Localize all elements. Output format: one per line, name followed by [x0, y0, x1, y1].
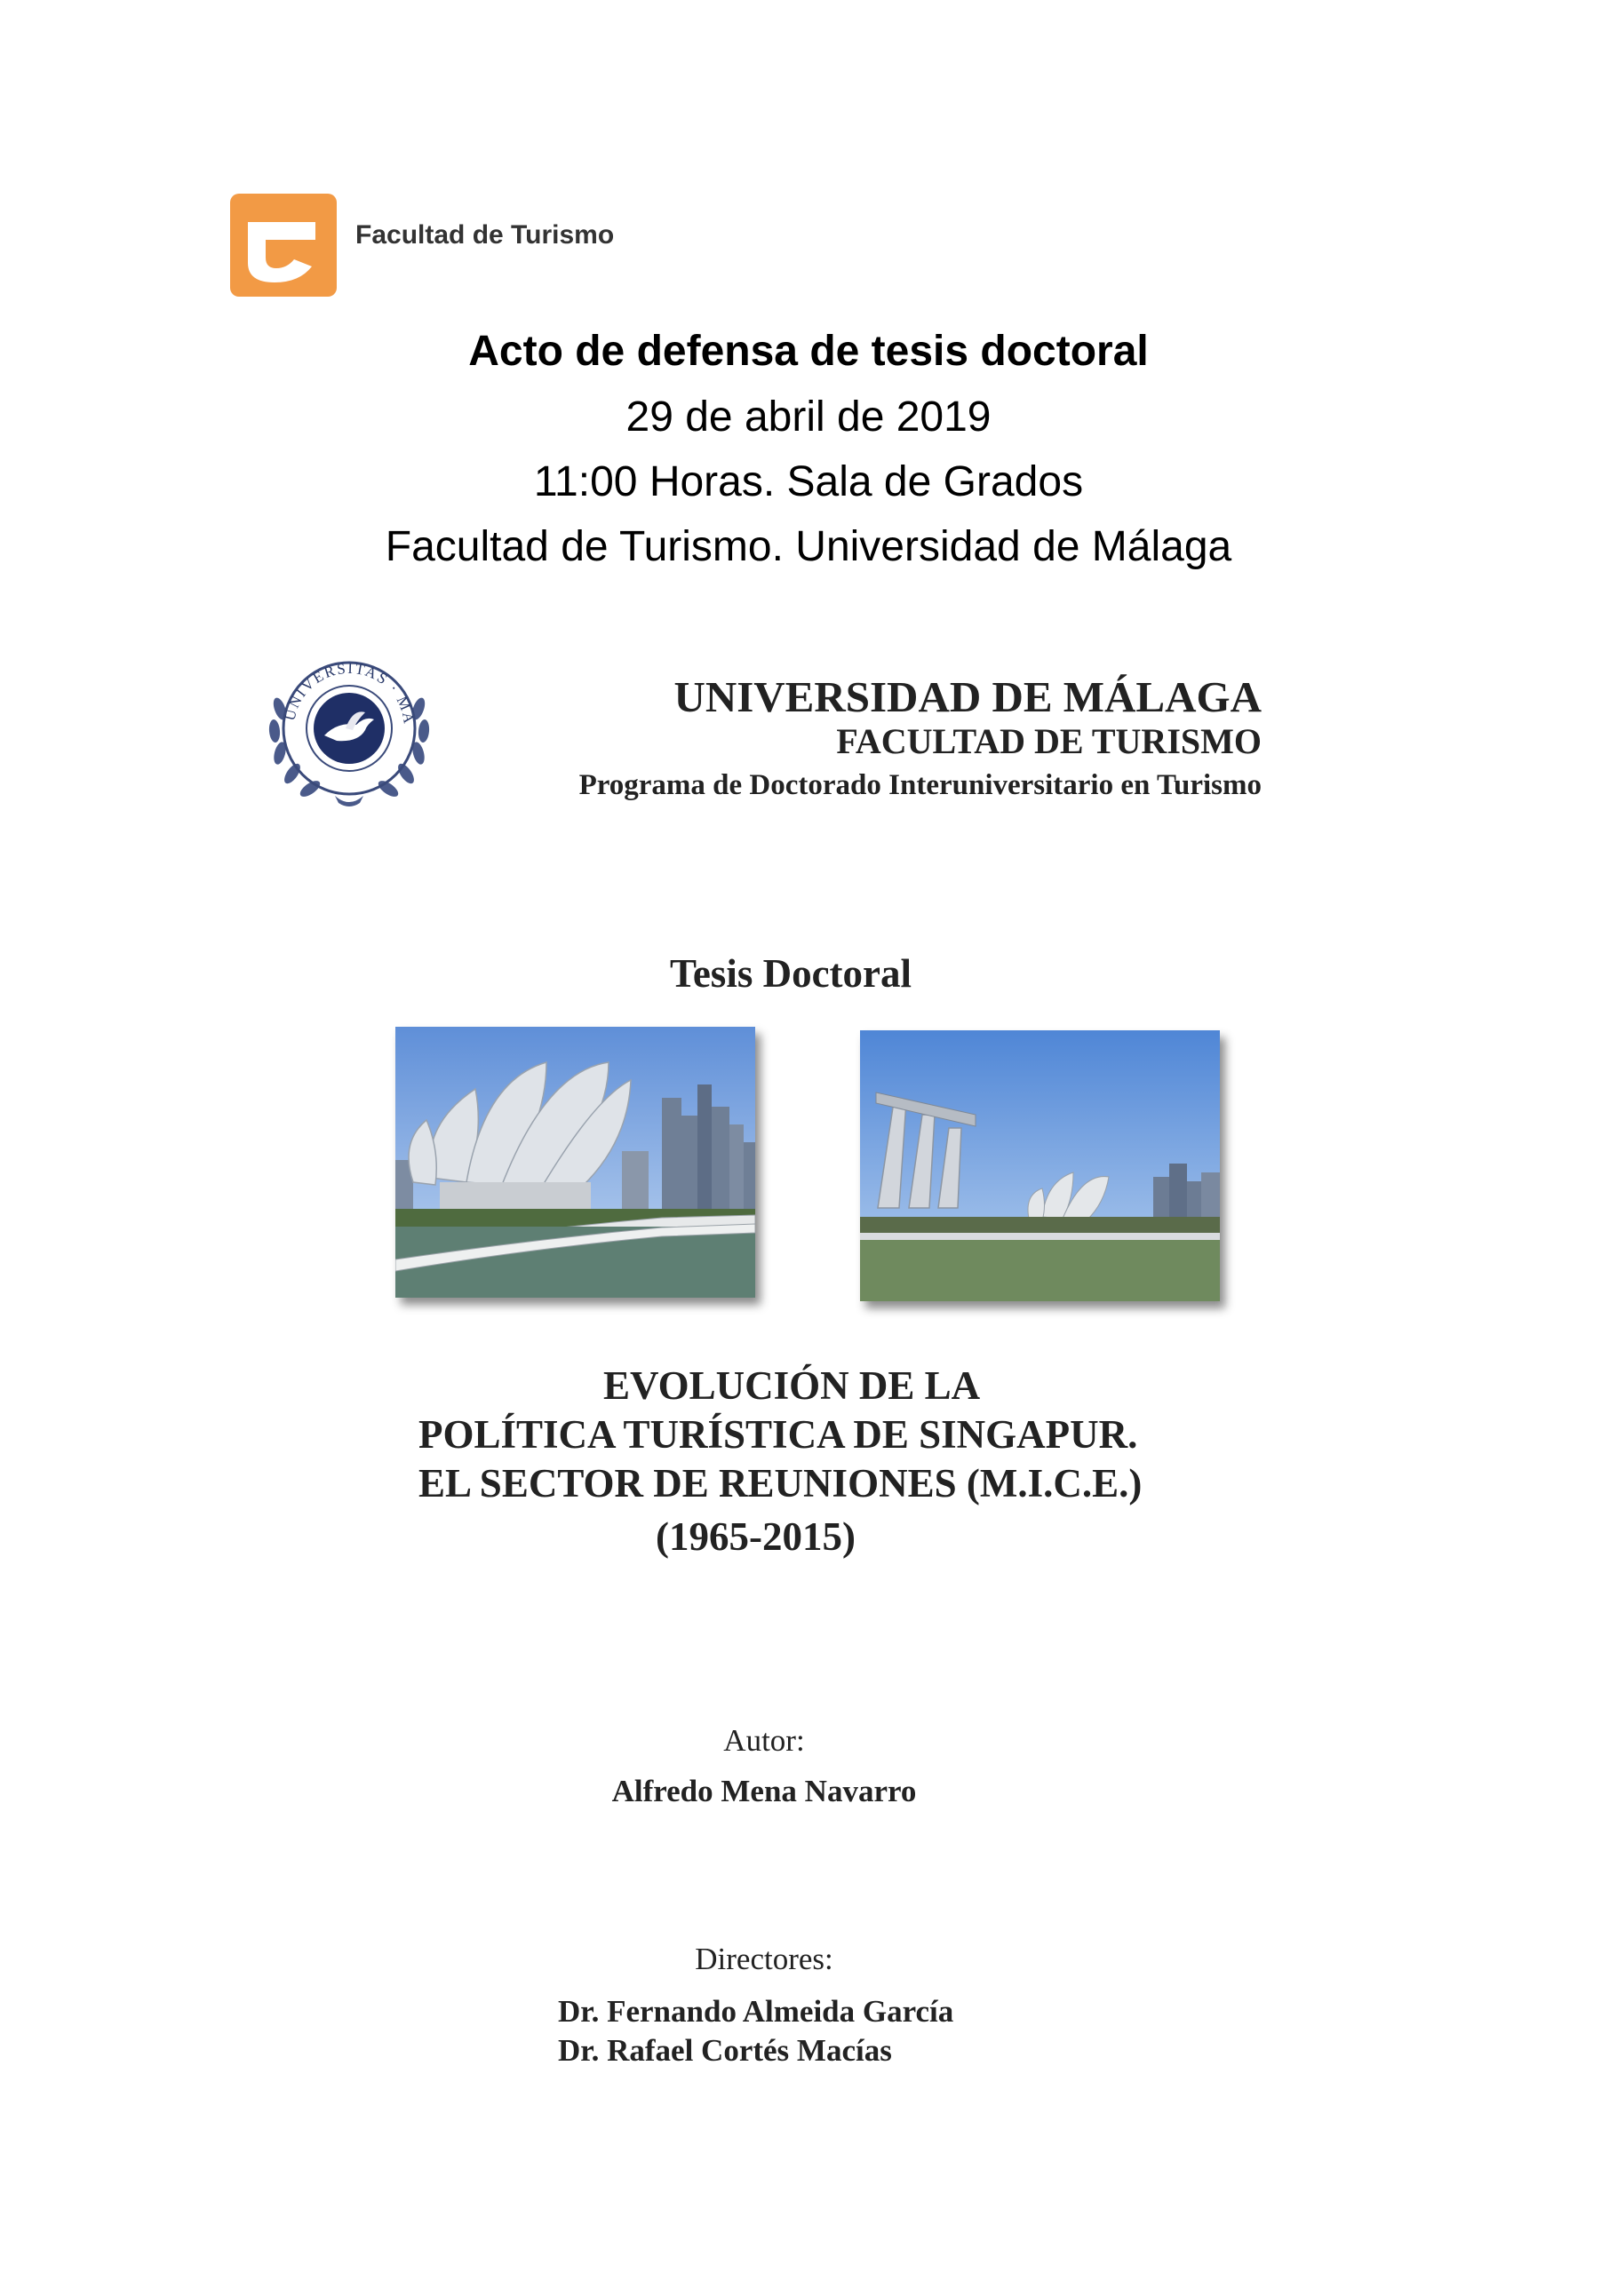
event-time-place: 11:00 Horas. Sala de Grados [533, 458, 1084, 505]
directors-label: Directores: [695, 1942, 833, 1976]
thesis-title-line: (1965-2015) [656, 1514, 856, 1559]
photo-marina-bay-sands [860, 1030, 1220, 1301]
doctoral-program: Programa de Doctorado Interuniversitario en Turismo [578, 769, 1262, 801]
director-name: Dr. Fernando Almeida García [558, 1994, 954, 2029]
university-name: UNIVERSIDAD DE MÁLAGA [673, 672, 1262, 721]
thesis-title-line: EVOLUCIÓN DE LA [603, 1363, 981, 1408]
faculty-logo-mark-icon [230, 194, 337, 297]
author-label: Autor: [723, 1723, 805, 1758]
photo-artscience-museum [395, 1027, 755, 1298]
faculty-logo-label: Facultad de Turismo [355, 220, 615, 250]
thesis-title-line: EL SECTOR DE REUNIONES (M.I.C.E.) [418, 1461, 1143, 1506]
event-date: 29 de abril de 2019 [625, 393, 992, 441]
director-name: Dr. Rafael Cortés Macías [558, 2033, 892, 2068]
thesis-title-line: POLÍTICA TURÍSTICA DE SINGAPUR. [418, 1412, 1138, 1457]
svg-text:UNIVERSITAS · MALACITANA: UNIVERSITAS · MA [281, 659, 418, 727]
thesis-label: Tesis Doctoral [669, 951, 912, 996]
university-seal-icon [260, 647, 438, 808]
university-seal [260, 647, 438, 808]
faculty-logo [230, 194, 337, 297]
faculty-name: FACULTAD DE TURISMO [836, 721, 1262, 761]
event-title: Acto de defensa de tesis doctoral [468, 328, 1149, 375]
author-name: Alfredo Mena Navarro [611, 1774, 917, 1808]
event-venue: Facultad de Turismo. Universidad de Málaga [385, 523, 1232, 570]
